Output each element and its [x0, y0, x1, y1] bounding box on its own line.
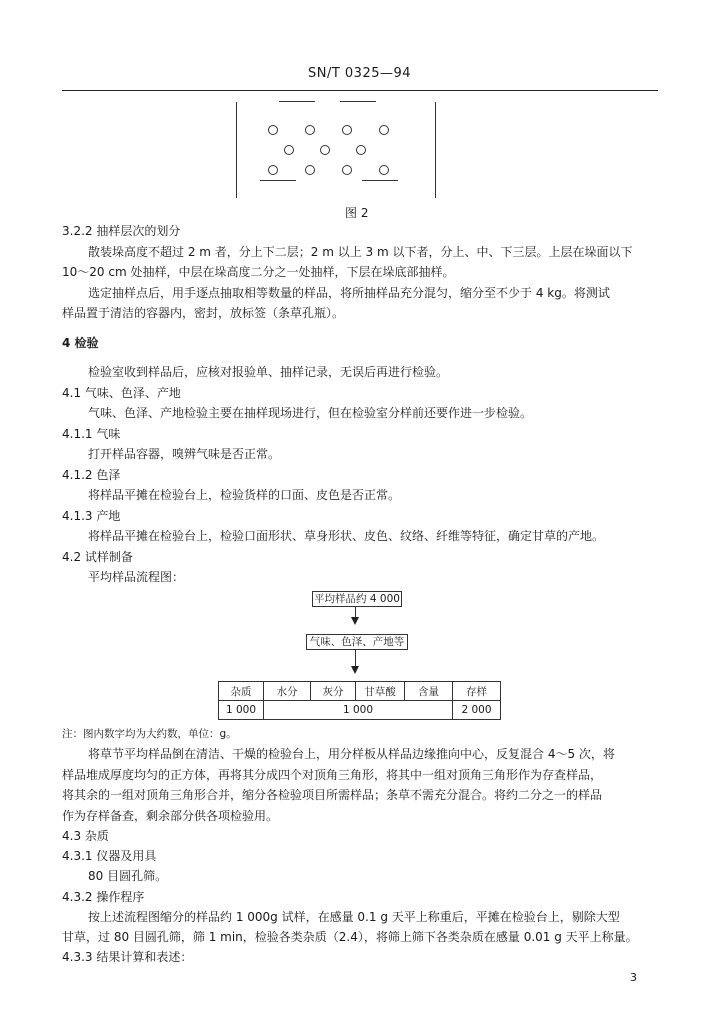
- paragraph-line: 气味、色泽、产地检验主要在抽样现场进行，但在检验室分样前还要作进一步检验。: [88, 406, 533, 420]
- section-4-1-1-heading: 4.1.1 气味: [62, 427, 121, 441]
- sample-point: [320, 145, 330, 155]
- flowchart-value-row: [219, 701, 501, 720]
- section-4-3-3-heading: 4.3.3 结果计算和表述：: [62, 950, 193, 964]
- table-header-cell: 灰分: [311, 682, 356, 701]
- paragraph-line: 散装垛高度不超过 2 m 者，分上下二层；2 m 以上 3 m 以下者，分上、中、下三层。上层在垛面以下: [88, 245, 633, 259]
- table-header-cell: 存样: [453, 682, 501, 701]
- sample-point: [268, 165, 278, 175]
- figure-2-bottom-line-right: [362, 180, 398, 181]
- sample-point: [379, 165, 389, 175]
- figure-2-bottom-line-left: [260, 180, 296, 181]
- section-4-1-heading: 4.1 气味、色泽、产地: [62, 386, 181, 400]
- table-header-cell: 甘草酸: [356, 682, 405, 701]
- page-number: 3: [630, 971, 637, 984]
- paragraph-line: 按上述流程图缩分的样品约 1 000g 试样，在感量 0.1 g 天平上称重后，平摊在检验台上，剔除大型: [88, 910, 620, 924]
- table-header-cell: 杂质: [219, 682, 264, 701]
- paragraph-line: 将样品平摊在检验台上，检验货样的口面、皮色是否正常。: [88, 488, 401, 502]
- flowchart-header-row: [219, 682, 501, 701]
- section-4-heading: 4 检验: [62, 336, 99, 350]
- sample-point: [268, 125, 278, 135]
- paragraph-line: 甘草，过 80 目圆孔筛，筛 1 min，检验各类杂质（2.4），将筛上筛下各类杂质在感量 0.01 g 天平上称量。: [62, 930, 638, 944]
- table-value-cell: 2 000: [453, 701, 501, 720]
- header-rule: [62, 90, 658, 91]
- figure-2-top-line-right: [340, 101, 376, 102]
- table-header-cell: 水分: [264, 682, 311, 701]
- standard-number: SN/T 0325—94: [307, 66, 412, 81]
- flowchart-arrow-line: [355, 650, 356, 667]
- figure-2-caption: 图 2: [345, 206, 369, 220]
- sample-point: [284, 145, 294, 155]
- sample-point: [342, 165, 352, 175]
- section-4-2-heading: 4.2 试样制备: [62, 550, 133, 564]
- table-value-cell: 1 000: [219, 701, 264, 720]
- section-4-1-2-heading: 4.1.2 色泽: [62, 468, 121, 482]
- flowchart-note: 注：图内数字均为大约数，单位：g。: [62, 728, 237, 740]
- table-header-cell: 含量: [405, 682, 453, 701]
- paragraph-line: 80 目圆孔筛。: [88, 869, 168, 883]
- flowchart-box-average-sample: 平均样品约 4 000: [312, 591, 402, 607]
- sample-point: [305, 125, 315, 135]
- paragraph-line: 样品置于清洁的容器内，密封，放标签（条草孔瓶）。: [62, 306, 345, 320]
- flowchart-arrow-head: [351, 666, 359, 674]
- paragraph-line: 10～20 cm 处抽样，中层在垛高度二分之一处抽样，下层在垛底部抽样。: [62, 265, 455, 279]
- paragraph-line: 选定抽样点后，用手逐点抽取相等数量的样品，将所抽样品充分混匀，缩分至不少于 4 kg。将测试: [88, 286, 610, 300]
- sample-point: [342, 125, 352, 135]
- flowchart-arrow-head: [351, 617, 359, 625]
- flowchart-box-odor-color-origin: 气味、色泽、产地等: [306, 634, 408, 650]
- flowchart-table: [218, 681, 501, 720]
- paragraph-line: 作为存样备查，剩余部分供各项检验用。: [62, 809, 279, 823]
- section-3-2-2-heading: 3.2.2 抽样层次的划分: [62, 224, 181, 238]
- section-4-3-heading: 4.3 杂质: [62, 829, 109, 843]
- paragraph-line: 将草节平均样品倒在清洁、干燥的检验台上，用分样板从样品边缘推向中心，反复混合 4～5 次，将: [88, 747, 615, 761]
- section-4-3-2-heading: 4.3.2 操作程序: [62, 890, 145, 904]
- paragraph-line: 检验室收到样品后，应核对报验单、抽样记录，无误后再进行检验。: [88, 365, 449, 379]
- paragraph-line: 将其余的一组对顶角三角形合并，缩分各检验项目所需样品；条草不需充分混合。将约二分之一的样品: [62, 788, 603, 802]
- sample-point: [305, 165, 315, 175]
- sample-point: [356, 145, 366, 155]
- flowchart-label: 平均样品流程图：: [88, 570, 185, 584]
- section-4-3-1-heading: 4.3.1 仪器及用具: [62, 849, 157, 863]
- paragraph-line: 将样品平摊在检验台上，检验口面形状、草身形状、皮色、纹络、纤维等特征，确定甘草的产地。: [88, 529, 605, 543]
- table-value-cell: 1 000: [264, 701, 453, 720]
- sample-point: [379, 125, 389, 135]
- paragraph-line: 打开样品容器，嗅辨气味是否正常。: [88, 447, 281, 461]
- paragraph-line: 样品堆成厚度均匀的正方体，再将其分成四个对顶角三角形，将其中一组对顶角三角形作为存查样品，: [62, 768, 603, 782]
- figure-2-frame: [236, 102, 436, 198]
- section-4-1-3-heading: 4.1.3 产地: [62, 509, 121, 523]
- figure-2-top-line-left: [279, 101, 315, 102]
